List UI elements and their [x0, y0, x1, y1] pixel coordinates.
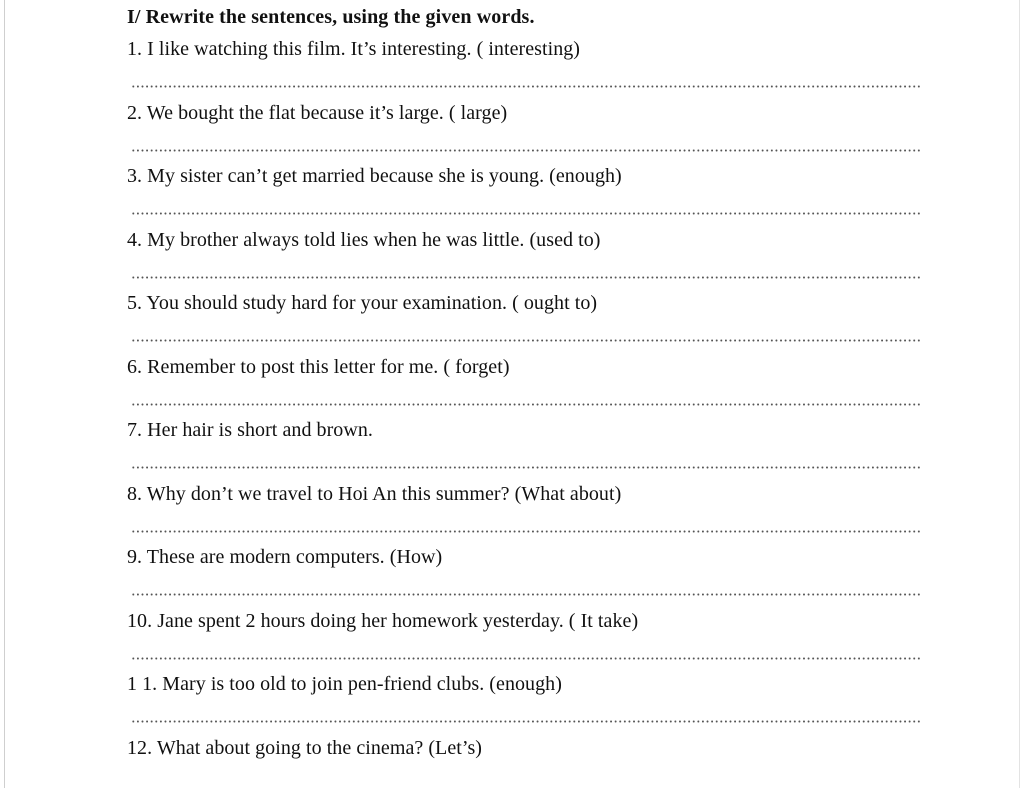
answer-line-6[interactable] — [131, 403, 921, 406]
answer-line-10[interactable] — [131, 657, 921, 660]
answer-line-1[interactable] — [131, 85, 921, 88]
page-left-border — [4, 0, 5, 788]
question-9: 9. These are modern computers. (How) — [127, 546, 443, 568]
question-6: 6. Remember to post this letter for me. ( forget) — [127, 356, 510, 378]
answer-line-4[interactable] — [131, 276, 921, 279]
answer-line-2[interactable] — [131, 149, 921, 152]
question-10: 10. Jane spent 2 hours doing her homework yesterday. ( It take) — [127, 610, 639, 632]
answer-line-7[interactable] — [131, 466, 921, 469]
question-8: 8. Why don’t we travel to Hoi An this summer? (What about) — [127, 483, 622, 505]
answer-line-8[interactable] — [131, 530, 921, 533]
answer-line-3[interactable] — [131, 212, 921, 215]
answer-line-5[interactable] — [131, 339, 921, 342]
question-2: 2. We bought the flat because it’s large. ( large) — [127, 102, 508, 124]
question-3: 3. My sister can’t get married because she is young. (enough) — [127, 165, 622, 187]
worksheet-title: I/ Rewrite the sentences, using the given words. — [127, 6, 535, 28]
question-7: 7. Her hair is short and brown. — [127, 419, 373, 441]
question-11: 1 1. Mary is too old to join pen-friend clubs. (enough) — [127, 673, 562, 695]
question-5: 5. You should study hard for your examination. ( ought to) — [127, 292, 598, 314]
question-1: 1. I like watching this film. It’s interesting. ( interesting) — [127, 38, 581, 60]
question-4: 4. My brother always told lies when he was little. (used to) — [127, 229, 601, 251]
page-right-border — [1019, 0, 1020, 788]
question-12: 12. What about going to the cinema? (Let’s) — [127, 737, 483, 759]
answer-line-9[interactable] — [131, 593, 921, 596]
answer-line-11[interactable] — [131, 720, 921, 723]
